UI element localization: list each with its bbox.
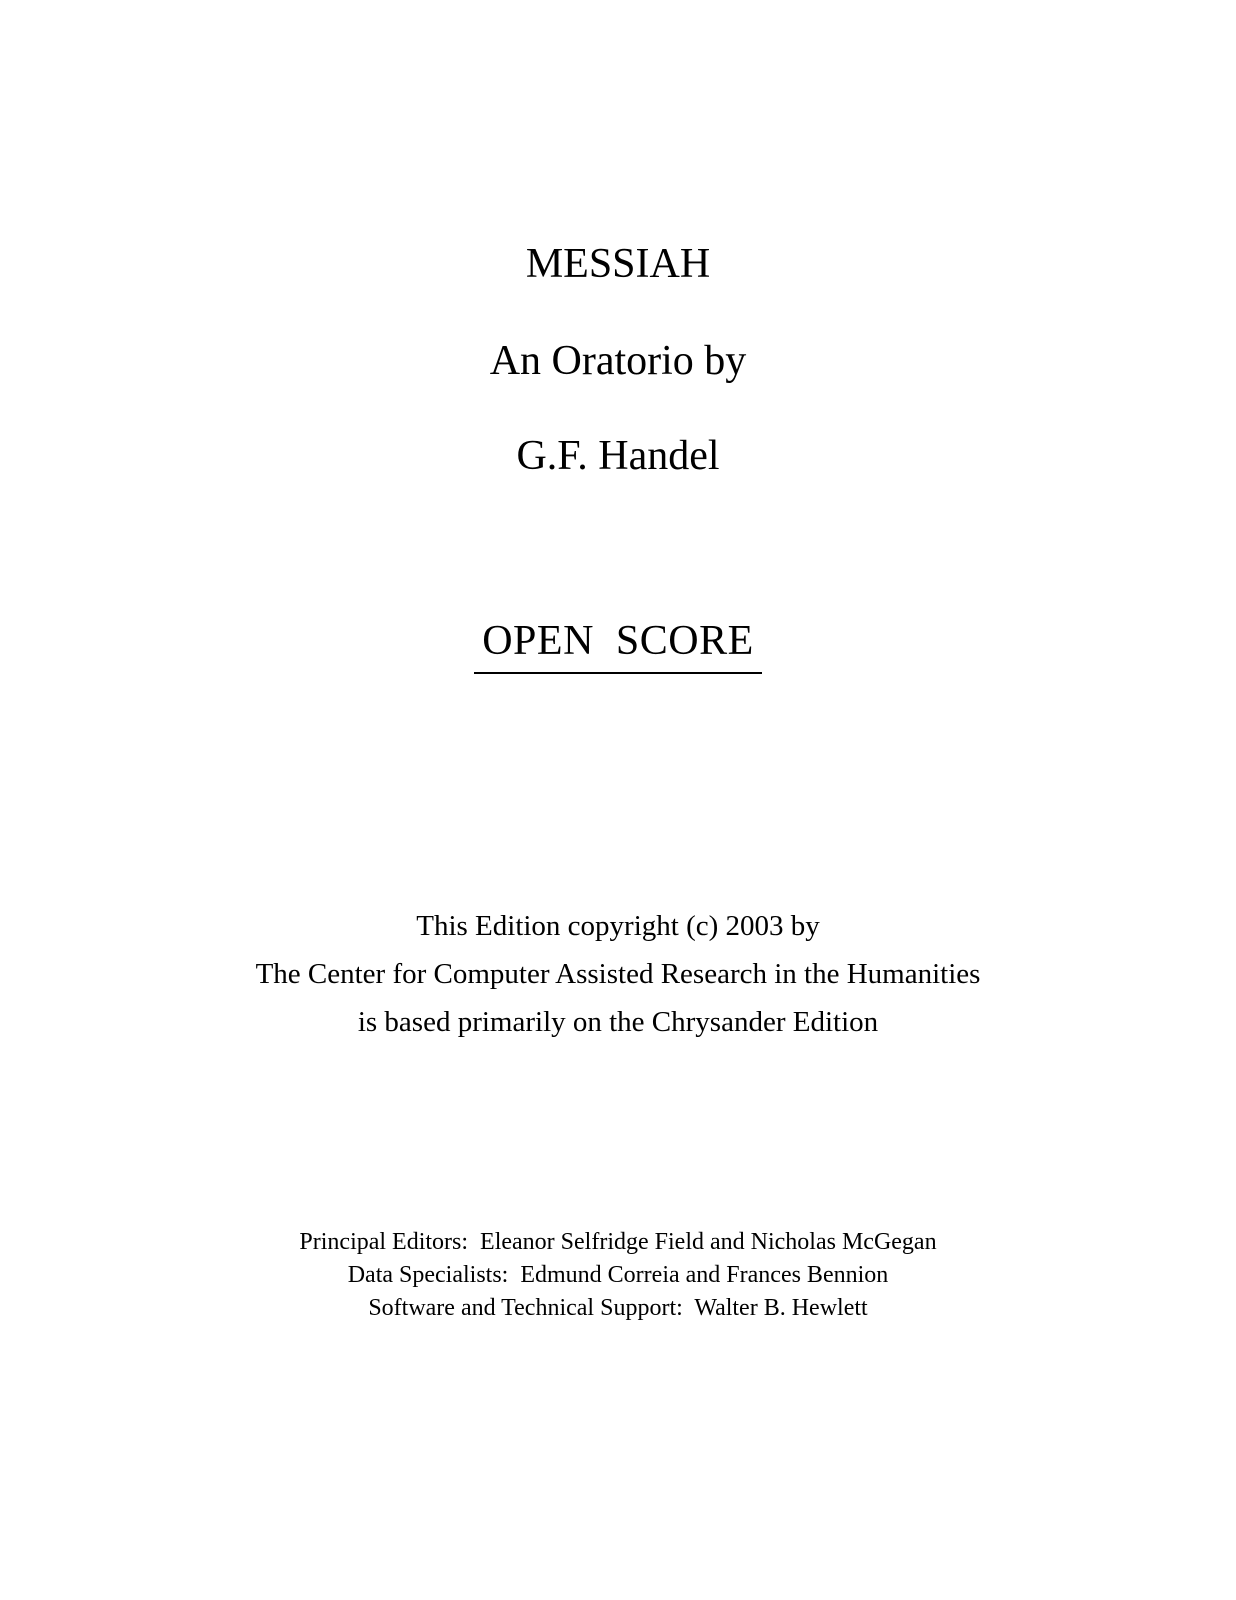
score-type-label: OPEN SCORE — [474, 620, 762, 674]
composer-name: G.F. Handel — [516, 433, 720, 479]
copyright-line-2: The Center for Computer Assisted Research in the Humanities — [255, 958, 981, 990]
copyright-line-3: is based primarily on the Chrysander Edition — [357, 1006, 879, 1038]
credit-software-support: Software and Technical Support: Walter B. Hewlett — [368, 1295, 868, 1321]
work-title: MESSIAH — [525, 241, 711, 287]
credit-data-specialists: Data Specialists: Edmund Correia and Frances Bennion — [347, 1262, 889, 1288]
work-subtitle: An Oratorio by — [489, 338, 747, 384]
score-type-heading — [0, 620, 1236, 674]
copyright-line-1: This Edition copyright (c) 2003 by — [416, 910, 820, 942]
credit-principal-editors: Principal Editors: Eleanor Selfridge Field and Nicholas McGegan — [299, 1229, 937, 1255]
